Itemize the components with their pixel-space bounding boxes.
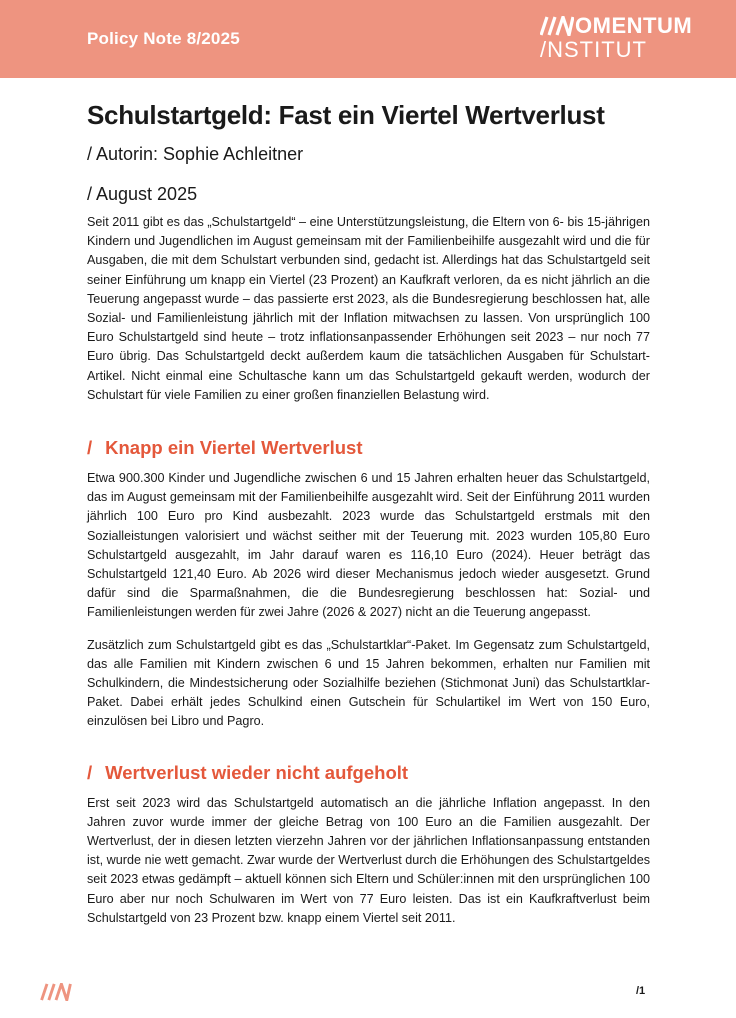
- logo-wordmark-top: OMENTUM: [575, 13, 693, 38]
- footer-slashes-icon: [40, 983, 72, 1001]
- intro-paragraph: Seit 2011 gibt es das „Schulstartgeld“ – eine Unterstützungsleistung, die Eltern von 6- bis 15-jährigen Kindern und Jugendlichen im August gemeinsam mit der Familienbeihilfe ausgezahlt wird und die für Ausgaben, die mit dem Schulstart verbunden sind, gedacht ist. Allerdings hat das Schulstartgeld seit seiner Einführung um knapp ein Viertel (23 Prozent) an Kaufkraft verloren, da es nicht jährlich an die Teuerung angepasst wurde – das passierte erst 2023, als die Bundesregierung beschlossen hat, alle Sozial- und Familienleistung jährlich mit der Inflation mitwachsen zu lassen. Von ursprünglich 100 Euro Schulstartgeld sind heute – trotz inflationsanpassender Erhöhungen seit 2023 – nur noch 77 Euro übrig. Das Schulstartgeld deckt außerdem kaum die tatsächlichen Ausgaben für Schulstart-Artikel. Nicht einmal eine Schultasche kann um das Schulstartgeld gekauft werden, wodurch der Schulstart für viele Familien zu einer großen finanziellen Belastung wird.: [87, 215, 650, 402]
- date-line: / August 2025: [87, 184, 198, 204]
- author-line: / Autorin: Sophie Achleitner: [87, 144, 304, 164]
- section-heading-2-text: Wertverlust wieder nicht aufgeholt: [105, 761, 409, 783]
- section-heading-1: [87, 435, 650, 461]
- momentum-logo: [540, 14, 692, 62]
- page-number: /1: [636, 985, 646, 997]
- section-2-paragraph-1: Erst seit 2023 wird das Schulstartgeld automatisch an die jährliche Inflation angepasst. In den Jahren zuvor wurde immer der gleiche Betrag von 100 Euro an die Familien ausgezahlt. Der Wertverlust, der in diesen letzten vierzehn Jahren vor der jährlichen Inflationsanpassung entstanden ist, wurde nie wett gemacht. Zwar wurde der Wertverlust durch die Erhöhungen des Schulstartgeldes seit 2023 etwas gedämpft – aktuell können sich Eltern und Schüler:innen mit den ursprünglichen 100 Euro aber nur noch Schulwaren im Wert von 77 Euro leisten. Das ist ein Kaufkraftverlust beim Schulstartgeld von 23 Prozent bzw. knapp einem Viertel seit 2011.: [87, 795, 650, 925]
- section-1-paragraph-2: Zusätzlich zum Schulstartgeld gibt es das „Schulstartklar“-Paket. Im Gegensatz zum Schulstartgeld, das alle Familien mit Kindern zwischen 6 und 15 Jahren bekommen, erhalten nur Familien mit Schulkindern, die Mindestsicherung oder Sozialhilfe beziehen (Stichmonat Juni) das Schulstartklar-Paket. Dabei erhält jedes Schulkind einen Gutschein für Schulartikel im Wert von 150 Euro, einzulösen bei Libro und Pagro.: [87, 637, 650, 729]
- footer-logo-mark: [40, 983, 72, 1006]
- section-heading-2: [87, 760, 650, 786]
- header-band: [0, 0, 736, 78]
- logo-wordmark-bottom: /NSTITUT: [540, 37, 647, 62]
- section-slash: /: [87, 437, 93, 459]
- section-heading-1-text: Knapp ein Viertel Wertverlust: [105, 437, 363, 459]
- section-slash: /: [87, 761, 93, 783]
- logo-slashes-icon: [540, 16, 574, 36]
- page-title: Schulstartgeld: Fast ein Viertel Wertverlust: [87, 100, 605, 130]
- section-1-paragraph-1: Etwa 900.300 Kinder und Jugendliche zwischen 6 und 15 Jahren erhalten heuer das Schulstartgeld, das im August gemeinsam mit der Familienbeihilfe ausgezahlt wird. Seit der Einführung 2011 wurden jährlich 100 Euro pro Kind ausbezahlt. 2023 wurde das Schulstartgeld erstmals mit den Sozialleistungen valorisiert und wächst seither mit der Teuerung mit. 2023 wurden 105,80 Euro Schulstartgeld ausgezahlt, im Jahr darauf waren es 116,10 Euro (2024). Heuer beträgt das Schulstartgeld 121,40 Euro. Ab 2026 wird dieser Mechanismus jedoch wieder ausgesetzt. Grund dafür sind die Sparmaßnahmen, die die Bundesregierung beschlossen hat: Sozial- und Familienleistungen werden für zwei Jahre (2026 & 2027) nicht an die Teuerung angepasst.: [87, 471, 650, 620]
- document-body: [87, 97, 650, 928]
- policy-note-label: Policy Note 8/2025: [87, 29, 240, 48]
